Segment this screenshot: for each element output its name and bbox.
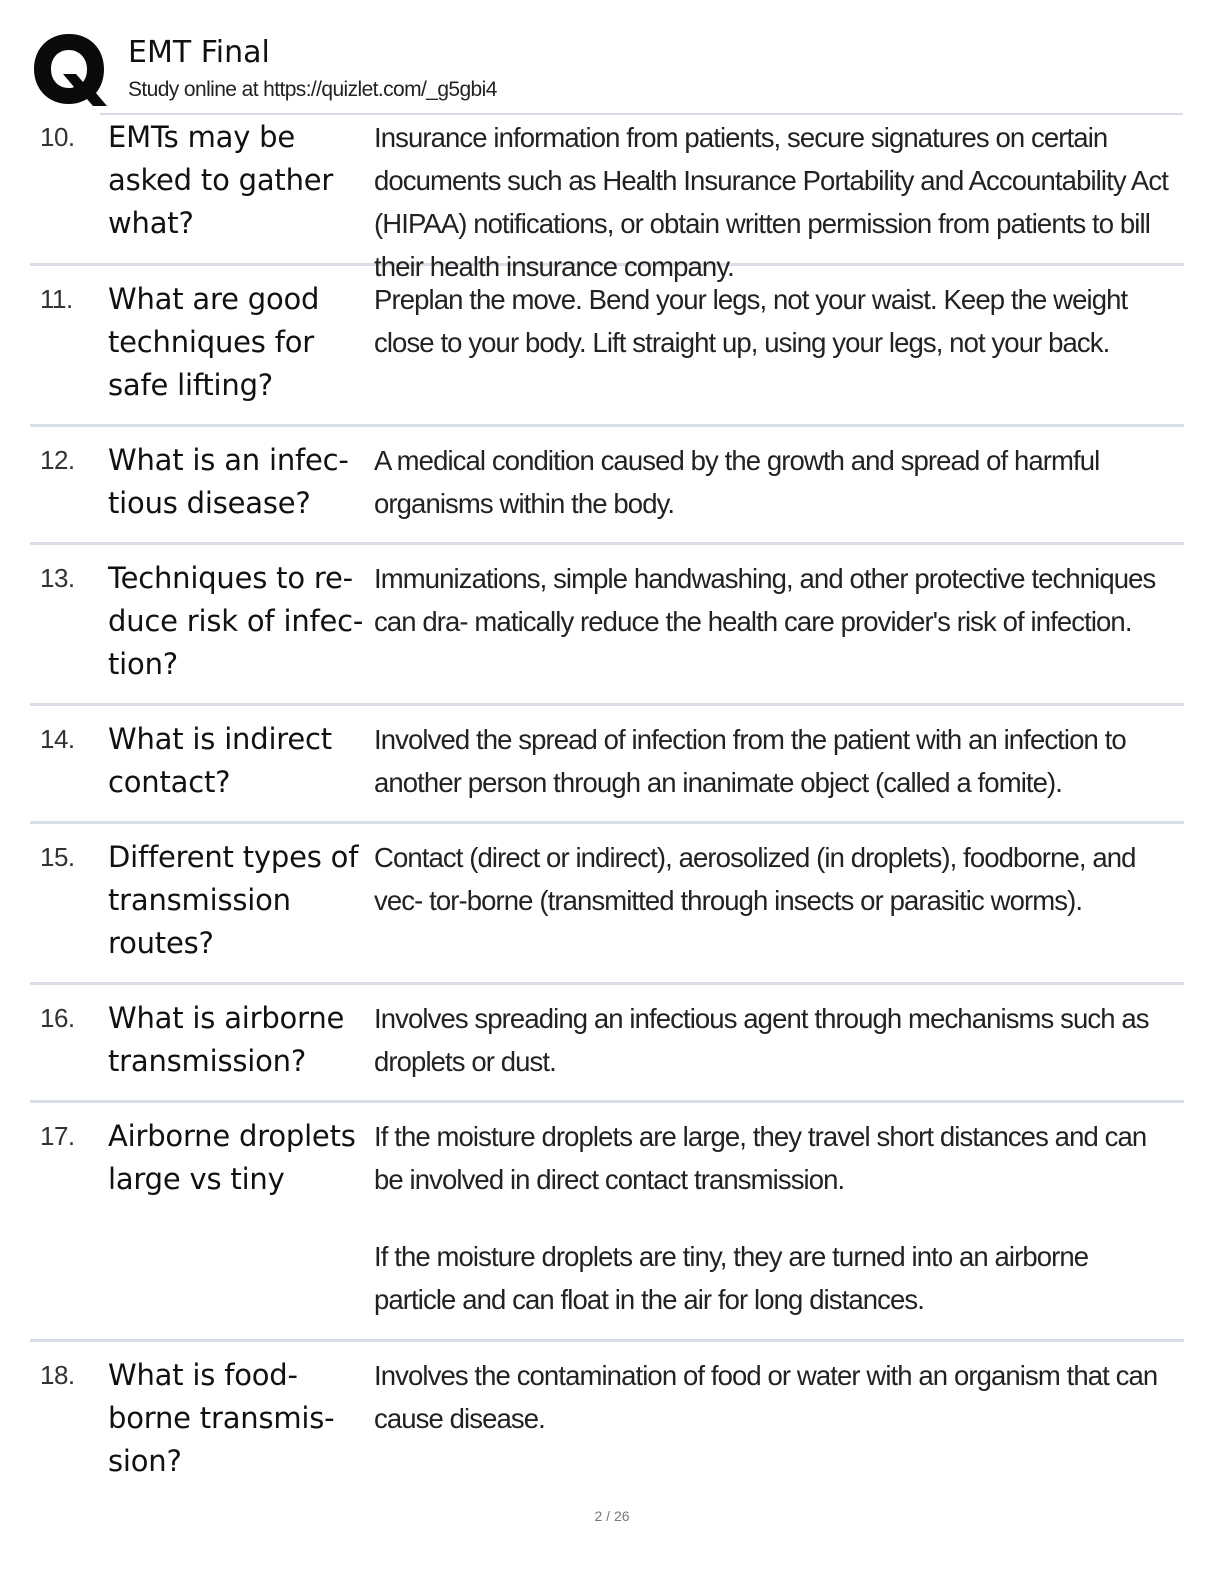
card-definition [374,278,1184,424]
card-definition [374,836,1184,982]
definition-paragraph: Involved the spread of infection from the patient with an infection to another person through an inanimate object (called a fomite). [374,724,1126,798]
card-definition [374,997,1184,1100]
flashcard-list [30,116,1184,1492]
card-definition [374,116,1184,282]
flashcard [30,706,1184,824]
definition-paragraph: If the moisture droplets are large, they travel short distances and can be involved in direct contact transmission. [374,1121,1147,1195]
card-definition [374,718,1184,821]
card-definition [374,1354,1184,1492]
card-term: Techniques to re- duce risk of infec- tion? [108,561,364,681]
document-title: EMT Final [128,35,270,70]
card-definition [374,439,1184,542]
card-term: Airborne droplets large vs tiny [108,1119,356,1196]
definition-paragraph: Immunizations, simple handwashing, and other protective techniques can dra- matically reduce the health care provider's risk of infection. [374,563,1156,637]
definition-paragraph: Contact (direct or indirect), aerosolized (in droplets), foodborne, and vec- tor-borne (transmitted through insects or parasitic worms). [374,842,1136,916]
card-term: What is indirect contact? [108,722,332,799]
card-number: 17. [40,1121,75,1151]
study-online-link[interactable]: Study online at https://quizlet.com/_g5gbi4 [128,78,497,101]
definition-paragraph: If the moisture droplets are tiny, they are turned into an airborne particle and can float in the air for long distances. [374,1241,1089,1315]
definition-paragraph: Preplan the move. Bend your legs, not your waist. Keep the weight close to your body. Lift straight up, using your legs, not your back. [374,284,1128,358]
card-term: What is airborne transmission? [108,1001,345,1078]
card-number: 12. [40,445,75,475]
definition-paragraph: Involves the contamination of food or water with an organism that can cause disease. [374,1360,1158,1434]
definition-paragraph: Insurance information from patients, secure signatures on certain documents such as Health Insurance Portability and Accountability Act (HIPAA) notifications, or obtain written permission from patients to bill their health insurance company. [374,122,1168,282]
header-divider [100,113,1183,115]
card-definition [374,557,1184,703]
flashcard [30,1103,1184,1342]
quizlet-logo-icon [30,30,108,108]
flashcard [30,1342,1184,1492]
card-term: What is an infec- tious disease? [108,443,349,520]
card-number: 18. [40,1360,75,1390]
flashcard [30,985,1184,1103]
flashcard [30,824,1184,985]
page-number: 2 / 26 [594,1508,630,1524]
flashcard [30,116,1184,282]
definition-paragraph: A medical condition caused by the growth and spread of harmful organisms within the body. [374,445,1100,519]
card-term: What is food- borne transmis- sion? [108,1358,335,1478]
definition-paragraph: Involves spreading an infectious agent through mechanisms such as droplets or dust. [374,1003,1149,1077]
card-number: 15. [40,842,75,872]
card-number: 11. [40,284,73,314]
card-number: 16. [40,1003,75,1033]
flashcard [30,266,1184,427]
card-number: 10. [40,122,75,152]
flashcard [30,545,1184,706]
card-definition [374,1115,1184,1339]
card-number: 13. [40,563,75,593]
card-number: 14. [40,724,75,754]
card-term: What are good techniques for safe lifting? [108,282,320,402]
card-term: EMTs may be asked to gather what? [108,120,334,240]
flashcard [30,427,1184,545]
card-term: Different types of transmission routes? [108,840,359,960]
page-header [30,30,1184,114]
